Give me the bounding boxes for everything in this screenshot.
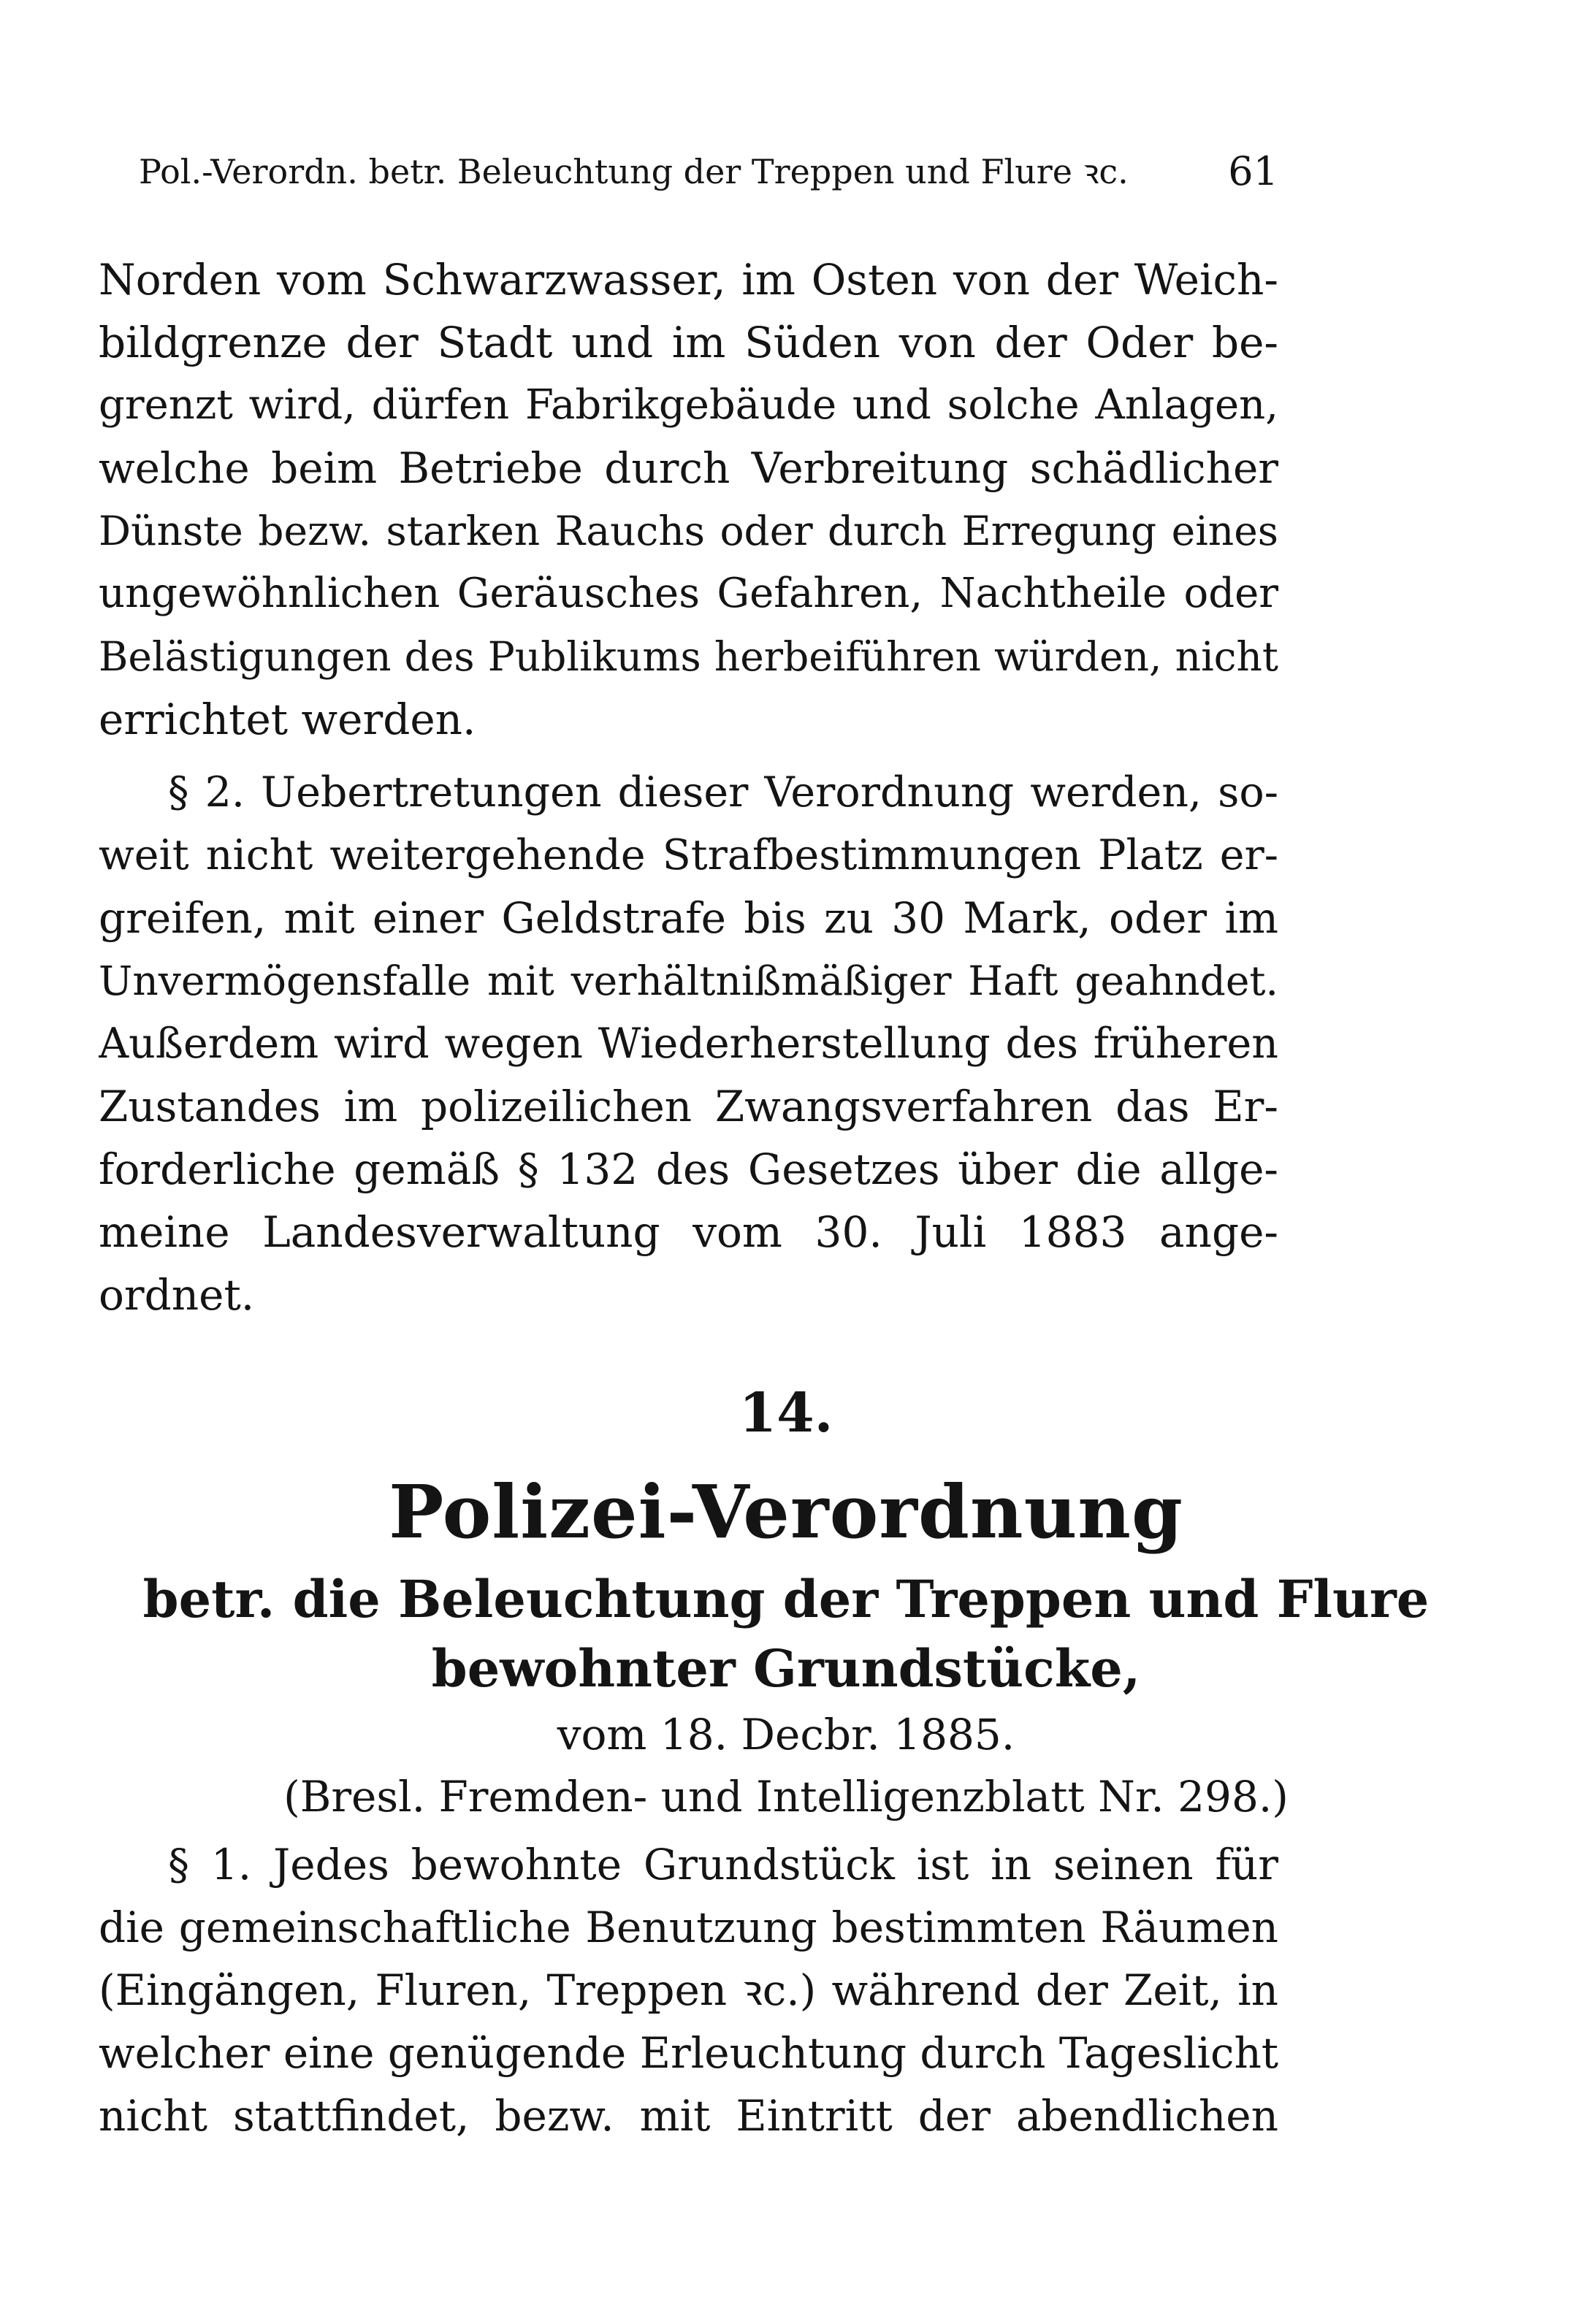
text-line: meine Landesverwaltung vom 30. Juli 1883 ange- <box>99 1207 1278 1257</box>
running-head <box>139 146 1278 197</box>
text-line: forderliche gemäß § 132 des Gesetzes über die allge- <box>99 1144 1278 1194</box>
page-number: 61 <box>1228 148 1278 194</box>
text-line: die gemeinschaftliche Benutzung bestimmten Räumen <box>99 1903 1278 1952</box>
text-line: ungewöhnlichen Geräusches Gefahren, Nachtheile oder <box>99 570 1278 617</box>
text-line: greifen, mit einer Geldstrafe bis zu 30 Mark, oder im <box>99 893 1278 943</box>
text-line: Zustandes im polizeilichen Zwangsverfahren das Er- <box>99 1082 1278 1131</box>
text-line: weit nicht weitergehende Strafbestimmungen Platz er- <box>99 831 1278 879</box>
paragraph-2-first-line: § 2. Uebertretungen dieser Verordnung werden, so- <box>168 768 1278 817</box>
section-subtitle-line-1: betr. die Beleuchtung der Treppen und Flure <box>142 1569 1430 1629</box>
section-source: (Bresl. Fremden- und Intelligenzblatt Nr. 298.) <box>283 1772 1289 1822</box>
text-line: Außerdem wird wegen Wiederherstellung des früheren <box>99 1020 1278 1068</box>
text-line: bildgrenze der Stadt und im Süden von der Oder be- <box>99 318 1278 367</box>
text-line: welche beim Betriebe durch Verbreitung schädlicher <box>99 443 1278 493</box>
paragraph-1-first-line: § 1. Jedes bewohnte Grundstück ist in seinen für <box>168 1840 1278 1889</box>
text-line: grenzt wird, dürfen Fabrikgebäude und solche Anlagen, <box>99 381 1278 429</box>
section-number: 14. <box>739 1382 833 1445</box>
text-line-last: ordnet. <box>99 1270 255 1320</box>
section-subtitle-line-2: bewohnter Grundstücke, <box>431 1638 1141 1699</box>
text-line: Unvermögensfalle mit verhältnißmäßiger Haft geahndet. <box>99 957 1278 1004</box>
section-title: Polizei-Verordnung <box>389 1469 1183 1555</box>
text-line: (Eingängen, Fluren, Treppen ꝛc.) während der Zeit, in <box>99 1965 1278 2015</box>
text-line-last: errichtet werden. <box>99 695 476 744</box>
section-date: vom 18. Decbr. 1885. <box>557 1710 1015 1759</box>
text-line: nicht stattfindet, bezw. mit Eintritt der abendlichen <box>99 2091 1278 2141</box>
text-line: Norden vom Schwarzwasser, im Osten von der Weich- <box>99 255 1278 305</box>
running-title: Pol.-Verordn. betr. Beleuchtung der Treppen und Flure ꝛc. <box>139 152 1129 191</box>
text-line: Belästigungen des Publikums herbeiführen würden, nicht <box>99 633 1278 680</box>
text-line: Dünste bezw. starken Rauchs oder durch Erregung eines <box>99 508 1278 554</box>
text-line: welcher eine genügende Erleuchtung durch Tageslicht <box>99 2028 1278 2078</box>
